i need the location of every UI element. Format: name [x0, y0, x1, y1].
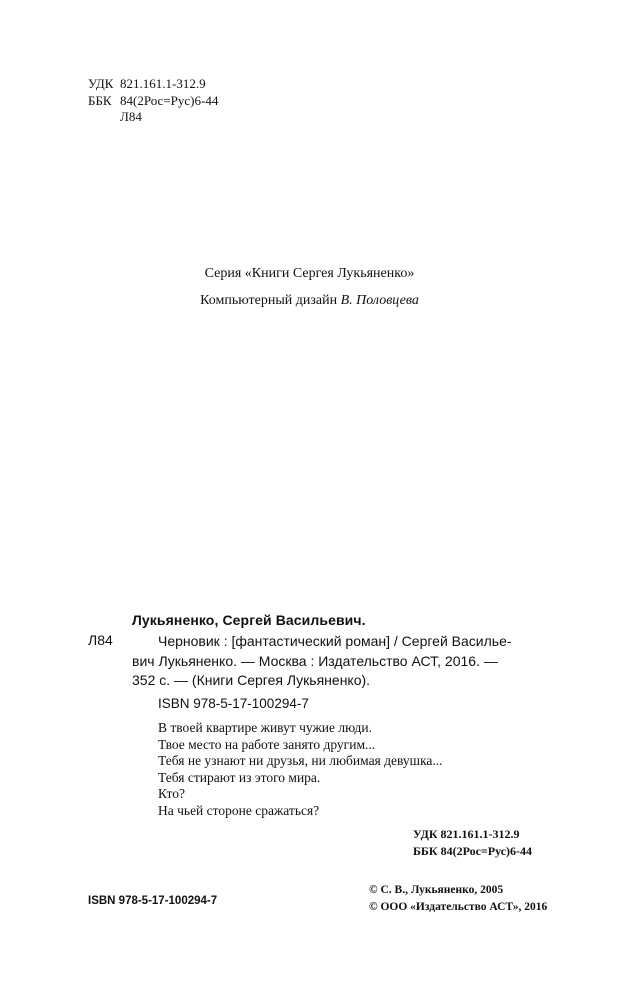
annotation-line: Тебя стирают из этого мира.: [158, 769, 321, 785]
bottom-bbk: ББК 84(2Рос=Рус)6-44: [413, 843, 533, 858]
annotation-line: Кто?: [158, 786, 185, 801]
catalog-author-heading: Лукьяненко, Сергей Васильевич.: [132, 612, 366, 628]
designer-name: В. Половцева: [340, 293, 419, 308]
description-line: Черновик : [фантастический роман] / Сергей Василье-: [158, 633, 512, 649]
bbk-label: ББК: [88, 92, 112, 108]
design-credit: [0, 293, 619, 309]
bibliographic-description: [132, 632, 512, 691]
annotation: [158, 720, 443, 819]
author-sign-code: Л84: [120, 109, 142, 124]
copyright-publisher: © ООО «Издательство АСТ», 2016: [369, 901, 548, 913]
copyright-author: © С. В., Лукьяненко, 2005: [369, 884, 504, 896]
annotation-line: Твое место на работе занято другим...: [158, 736, 376, 752]
annotation-line: Тебя не узнают ни друзья, ни любимая девушка...: [158, 753, 443, 768]
udk-label: УДК: [88, 76, 114, 91]
bbk-line: [88, 93, 218, 110]
bottom-udk: УДК 821.161.1-312.9: [413, 827, 520, 841]
series-line: Серия «Книги Сергея Лукьяненко»: [204, 266, 415, 281]
udk-value: 821.161.1-312.9: [120, 76, 206, 91]
bbk-value: 84(2Рос=Рус)6-44: [120, 92, 219, 108]
udk-line: [88, 76, 218, 93]
annotation-line: В твоей квартире живут чужие люди.: [158, 720, 373, 735]
catalog-code: Л84: [88, 632, 113, 648]
bottom-isbn: ISBN 978-5-17-100294-7: [88, 895, 218, 907]
top-classification-codes: [88, 76, 218, 126]
design-prefix: Компьютерный дизайн: [200, 293, 338, 308]
description-line: 352 с. — (Книги Сергея Лукьяненко).: [132, 672, 371, 688]
bottom-classification-codes: [413, 826, 532, 859]
catalog-isbn: ISBN 978-5-17-100294-7: [158, 696, 309, 711]
copyright-block: [369, 882, 547, 916]
description-line: вич Лукьяненко. — Москва : Издательство АСТ, 2016. —: [132, 652, 498, 669]
annotation-line: На чьей стороне сражаться?: [158, 802, 320, 818]
